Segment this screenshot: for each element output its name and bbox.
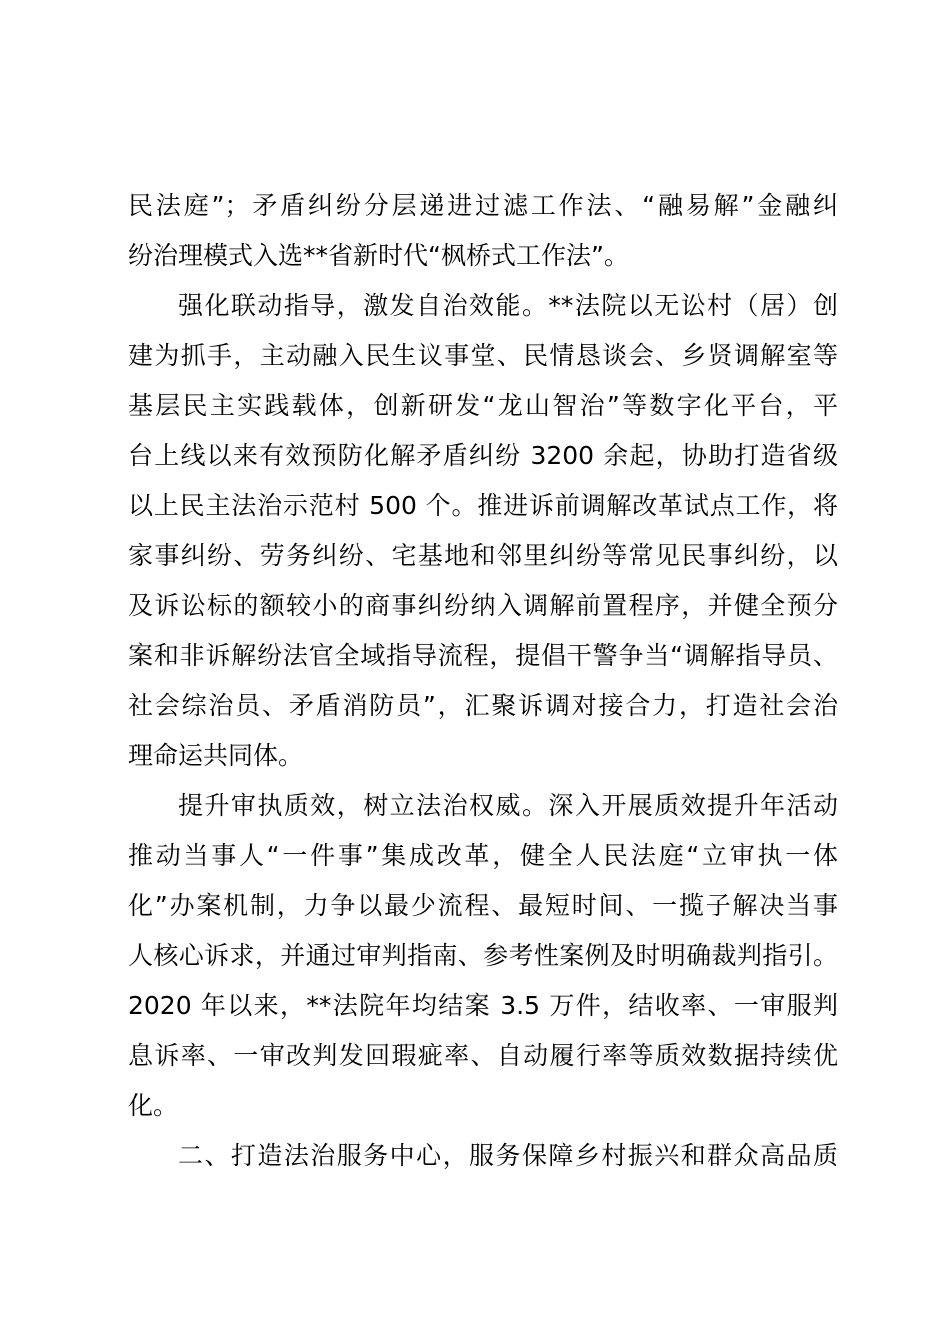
text-line-6: 台上线以来有效预防化解矛盾纠纷 3200 余起，协助打造省级 [128,441,838,470]
section-heading-line: 二、打造法治服务中心，服务保障乡村振兴和群众高品质 [178,1141,838,1170]
text-line-10: 案和非诉解纷法官全域指导流程，提倡干警争当“调解指导员、 [128,641,838,670]
text-line-16: 人核心诉求，并通过审判指南、参考性案例及时明确裁判指引。 [128,941,838,970]
text-line-19: 化。 [128,1091,179,1120]
text-line-9: 及诉讼标的额较小的商事纠纷纳入调解前置程序，并健全预分 [128,591,838,620]
text-line-8: 家事纠纷、劳务纠纷、宅基地和邻里纠纷等常见民事纠纷，以 [128,541,838,570]
text-line-12: 理命运共同体。 [128,741,304,770]
text-line-11: 社会综治员、矛盾消防员”，汇聚诉调对接合力，打造社会治 [128,691,838,720]
text-line-15: 化”办案机制，力争以最少流程、最短时间、一揽子解决当事 [128,891,838,920]
text-line-18: 息诉率、一审改判发回瑕疵率、自动履行率等质效数据持续优 [128,1041,838,1070]
text-line-1: 民法庭”；矛盾纠纷分层递进过滤工作法、“融易解”金融纠 [128,191,838,220]
text-line-2: 纷治理模式入选**省新时代“枫桥式工作法”。 [128,241,629,270]
text-line-4: 建为抓手，主动融入民生议事堂、民情恳谈会、乡贤调解室等 [128,341,838,370]
paragraph-start-line: 强化联动指导，激发自治效能。**法院以无讼村（居）创 [178,291,838,320]
text-line-5: 基层民主实践载体，创新研发“龙山智治”等数字化平台，平 [128,391,838,420]
text-line-7: 以上民主法治示范村 500 个。推进诉前调解改革试点工作，将 [128,491,838,520]
text-line-17: 2020 年以来，**法院年均结案 3.5 万件，结收率、一审服判 [128,991,838,1020]
text-line-14: 推动当事人“一件事”集成改革，健全人民法庭“立审执一体 [128,841,838,870]
paragraph-start-line: 提升审执质效，树立法治权威。深入开展质效提升年活动 [178,791,838,820]
